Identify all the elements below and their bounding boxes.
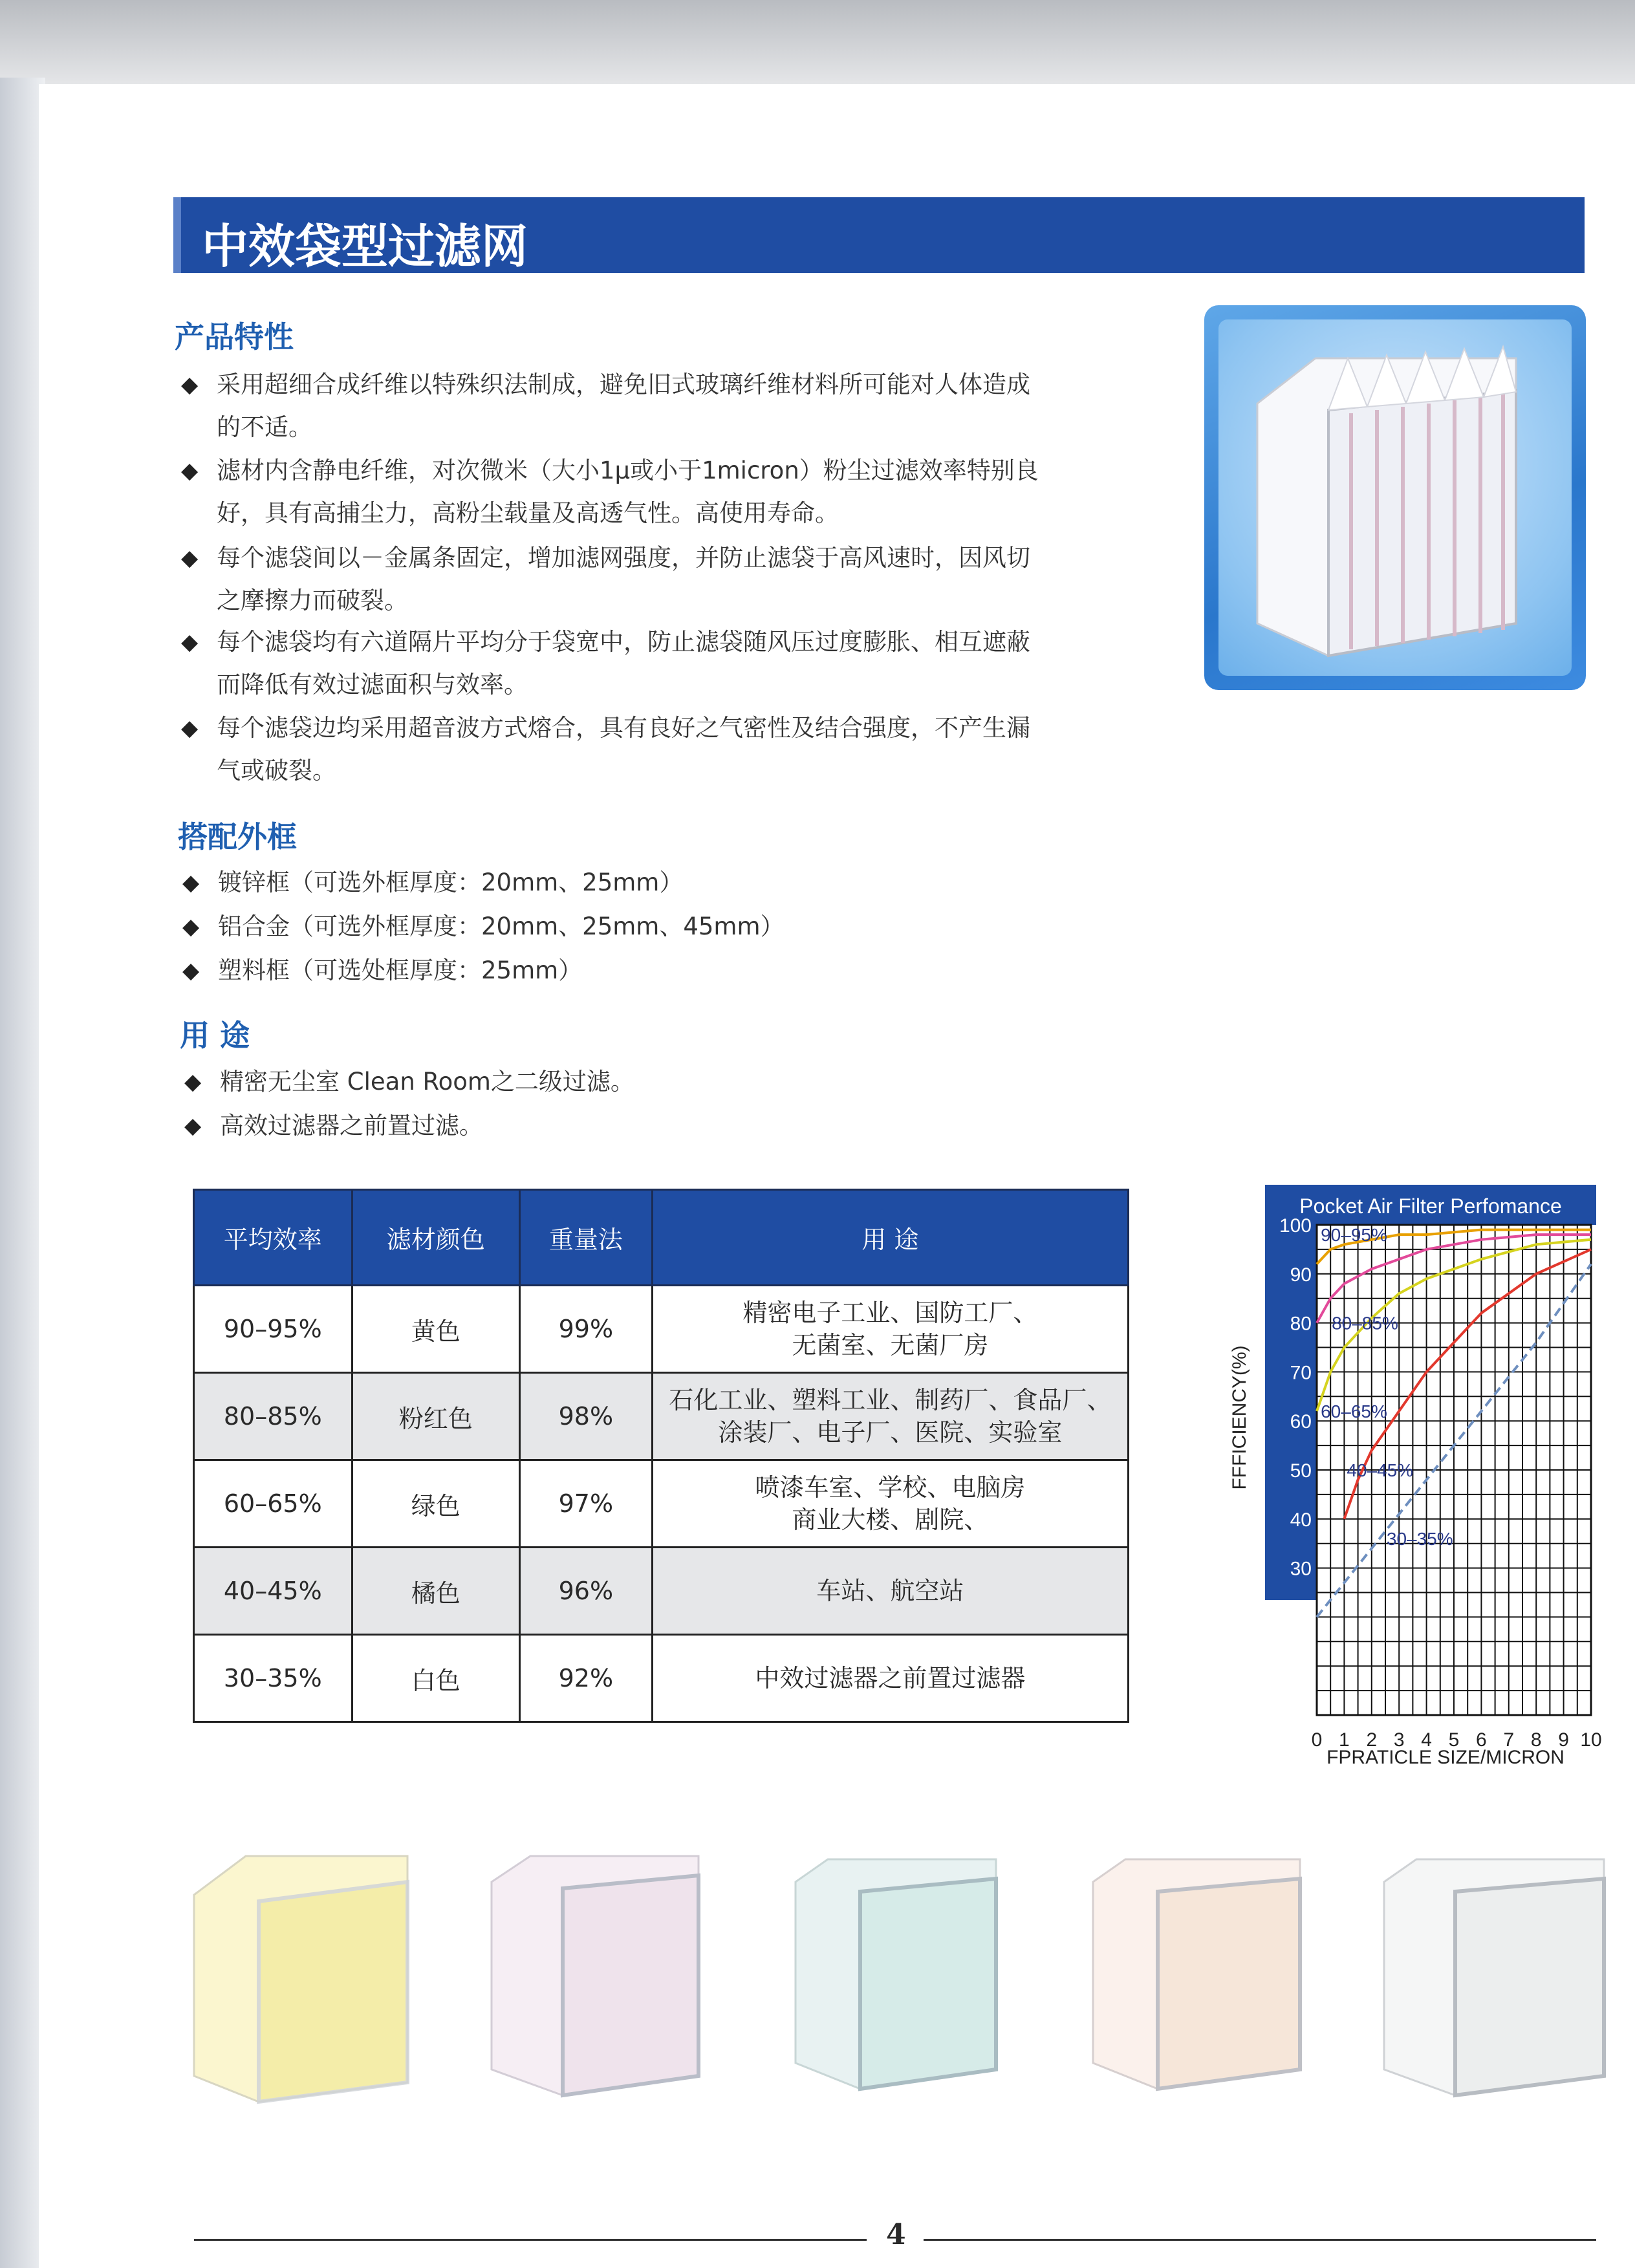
- table-header-cell: 重量法: [520, 1190, 653, 1286]
- white-filter-photo: [1384, 1859, 1604, 2095]
- diamond-bullet-icon: ◆: [181, 715, 199, 741]
- diamond-bullet-icon: ◆: [181, 458, 199, 484]
- table-header-cell: 平均效率: [194, 1190, 352, 1286]
- color-cell: 白色: [352, 1635, 519, 1722]
- efficiency-cell: 40–45%: [194, 1548, 352, 1635]
- frame-item: [182, 949, 582, 992]
- diamond-bullet-icon: ◆: [182, 870, 200, 896]
- diamond-bullet-icon: ◆: [184, 1113, 202, 1139]
- diamond-bullet-icon: ◆: [181, 545, 199, 571]
- chart-y-tick-label: 50: [1290, 1460, 1312, 1482]
- chart-data-label: 40–45%: [1347, 1460, 1414, 1480]
- chart-x-tick-label: 9: [1558, 1729, 1569, 1751]
- color-cell: 粉红色: [352, 1373, 519, 1460]
- feature-line: 采用超细合成纤维以特殊织法制成，避免旧式玻璃纤维材料所可能对人体造成: [217, 371, 1030, 398]
- use-cell: [652, 1286, 1128, 1373]
- feature-line: 滤材内含静电纤维，对次微米（大小1μ或小于1micron）粉尘过滤效率特别良: [217, 457, 1039, 484]
- chart-y-tick-label: 90: [1290, 1264, 1312, 1286]
- chart-title: Pocket Air Filter Perfomance: [1299, 1194, 1562, 1218]
- feature-line: 的不适。: [217, 413, 312, 441]
- efficiency-cell: 30–35%: [194, 1635, 352, 1722]
- uses-heading: 用 途: [180, 1018, 250, 1053]
- chart-y-tick-label: 30: [1290, 1558, 1312, 1580]
- chart-x-tick-label: 7: [1503, 1729, 1515, 1751]
- page-number: 4: [886, 2218, 906, 2251]
- chart-x-tick-label: 8: [1530, 1729, 1542, 1751]
- use-line: 喷漆车室、学校、电脑房: [755, 1473, 1026, 1502]
- table-row: [194, 1548, 1129, 1635]
- use-cell: [652, 1548, 1128, 1635]
- color-cell: 橘色: [352, 1548, 519, 1635]
- table-header-cell: 滤材颜色: [352, 1190, 519, 1286]
- scan-shadow-top: [0, 0, 1635, 91]
- use-item-text: 精密无尘室 Clean Room之二级过滤。: [220, 1068, 634, 1096]
- chart-y-tick-label: 40: [1290, 1509, 1312, 1531]
- table-row: [194, 1635, 1129, 1722]
- chart-data-label: 60–65%: [1321, 1401, 1387, 1422]
- weight-cell: 96%: [520, 1548, 653, 1635]
- use-cell: [652, 1373, 1128, 1460]
- page-title-bar: [173, 197, 1585, 273]
- diamond-bullet-icon: ◆: [182, 958, 200, 984]
- chart-y-axis-label: FFFICIENCY(%): [1229, 1345, 1250, 1490]
- product-photo-row: [188, 1843, 1623, 2108]
- use-line: 精密电子工业、国防工厂、: [742, 1299, 1038, 1327]
- diamond-bullet-icon: ◆: [182, 914, 200, 940]
- frame-item-text: 铝合金（可选外框厚度：20mm、25mm、45mm）: [218, 913, 785, 940]
- feature-line: 每个滤袋边均采用超音波方式熔合，具有良好之气密性及结合强度，不产生漏: [217, 714, 1030, 742]
- frame-item-text: 镀锌框（可选外框厚度：20mm、25mm）: [218, 869, 684, 896]
- frames-heading: 搭配外框: [178, 819, 297, 854]
- green-filter-photo: [796, 1859, 996, 2089]
- efficiency-table: [193, 1189, 1129, 1723]
- use-line: 石化工业、塑料工业、制药厂、食品厂、: [669, 1386, 1112, 1414]
- efficiency-cell: 90–95%: [194, 1286, 352, 1373]
- feature-item: [181, 707, 1151, 792]
- product-photo: [1218, 319, 1572, 676]
- chart-x-tick-label: 0: [1311, 1729, 1323, 1751]
- chart-y-tick-label: 20: [1290, 1607, 1312, 1629]
- table-row: [194, 1286, 1129, 1373]
- efficiency-cell: 80–85%: [194, 1373, 352, 1460]
- chart-x-tick-label: 6: [1476, 1729, 1487, 1751]
- feature-line: 每个滤袋间以－金属条固定，增加滤网强度，并防止滤袋于高风速时，因风切: [217, 544, 1030, 572]
- use-item-text: 高效过滤器之前置过滤。: [220, 1112, 483, 1139]
- bag-filter-illustration: [1218, 319, 1572, 676]
- use-line: 车站、航空站: [816, 1577, 964, 1605]
- chart-x-tick-label: 2: [1366, 1729, 1378, 1751]
- table-row: [194, 1460, 1129, 1548]
- features-heading: 产品特性: [175, 319, 294, 354]
- use-line: 中效过滤器之前置过滤器: [755, 1664, 1026, 1692]
- performance-chart: [1222, 1185, 1602, 1773]
- feature-item: [181, 621, 1151, 706]
- efficiency-cell: 60–65%: [194, 1460, 352, 1548]
- chart-y-tick-label: 80: [1290, 1313, 1312, 1335]
- feature-item: [181, 537, 1151, 622]
- chart-y-tick-label: 70: [1290, 1362, 1312, 1384]
- feature-item: [181, 449, 1151, 535]
- chart-y-tick-label: 10: [1290, 1656, 1312, 1678]
- use-cell: [652, 1460, 1128, 1548]
- chart-x-tick-label: 3: [1393, 1729, 1405, 1751]
- table-header-row: [194, 1190, 1129, 1286]
- product-photo-frame: [1204, 305, 1586, 690]
- table-header-cell: 用 途: [652, 1190, 1128, 1286]
- chart-data-label: 90–95%: [1321, 1225, 1387, 1246]
- chart-x-axis-label: FPRATICLE SIZE/MICRON: [1326, 1747, 1565, 1768]
- chart-data-label: 30–35%: [1386, 1529, 1453, 1550]
- weight-cell: 92%: [520, 1635, 653, 1722]
- footer-rule-right: [924, 2239, 1596, 2241]
- use-line: 涂装厂、电子厂、医院、实验室: [718, 1418, 1063, 1447]
- color-cell: 黄色: [352, 1286, 519, 1373]
- chart-x-tick-label: 5: [1448, 1729, 1460, 1751]
- frame-item: [182, 905, 785, 948]
- use-cell: [652, 1635, 1128, 1722]
- feature-line: 每个滤袋均有六道隔片平均分于袋宽中，防止滤袋随风压过度膨胀、相互遮蔽: [217, 628, 1030, 656]
- chart-x-tick-label: 10: [1580, 1729, 1602, 1751]
- frame-item-text: 塑料框（可选处框厚度：25mm）: [218, 956, 583, 984]
- feature-line: 好，具有高捕尘力，高粉尘载量及高透气性。高使用寿命。: [217, 499, 839, 527]
- feature-line: 而降低有效过滤面积与效率。: [217, 671, 528, 698]
- diamond-bullet-icon: ◆: [181, 372, 199, 398]
- use-item: [184, 1105, 483, 1147]
- frame-item: [182, 861, 683, 904]
- pink-filter-photo: [492, 1856, 698, 2095]
- page-title: 中效袋型过滤网: [202, 219, 528, 274]
- weight-cell: 97%: [520, 1460, 653, 1548]
- weight-cell: 99%: [520, 1286, 653, 1373]
- table-row: [194, 1373, 1129, 1460]
- feature-line: 气或破裂。: [217, 757, 336, 784]
- color-cell: 绿色: [352, 1460, 519, 1548]
- feature-item: [181, 363, 1151, 449]
- yellow-filter-photo: [194, 1856, 407, 2102]
- use-item: [184, 1061, 634, 1103]
- orange-filter-photo: [1093, 1859, 1300, 2089]
- diamond-bullet-icon: ◆: [181, 629, 199, 655]
- chart-y-tick-label: 60: [1290, 1411, 1312, 1433]
- chart-data-label: 80–85%: [1332, 1313, 1398, 1334]
- chart-y-tick-label: 100: [1279, 1215, 1312, 1237]
- diamond-bullet-icon: ◆: [184, 1069, 202, 1095]
- weight-cell: 98%: [520, 1373, 653, 1460]
- chart-x-tick-label: 1: [1339, 1729, 1350, 1751]
- feature-line: 之摩擦力而破裂。: [217, 587, 408, 614]
- chart-x-tick-label: 4: [1421, 1729, 1432, 1751]
- use-line: 无菌室、无菌厂房: [792, 1331, 989, 1359]
- use-line: 商业大楼、剧院、: [792, 1506, 989, 1534]
- footer-rule-left: [194, 2239, 867, 2241]
